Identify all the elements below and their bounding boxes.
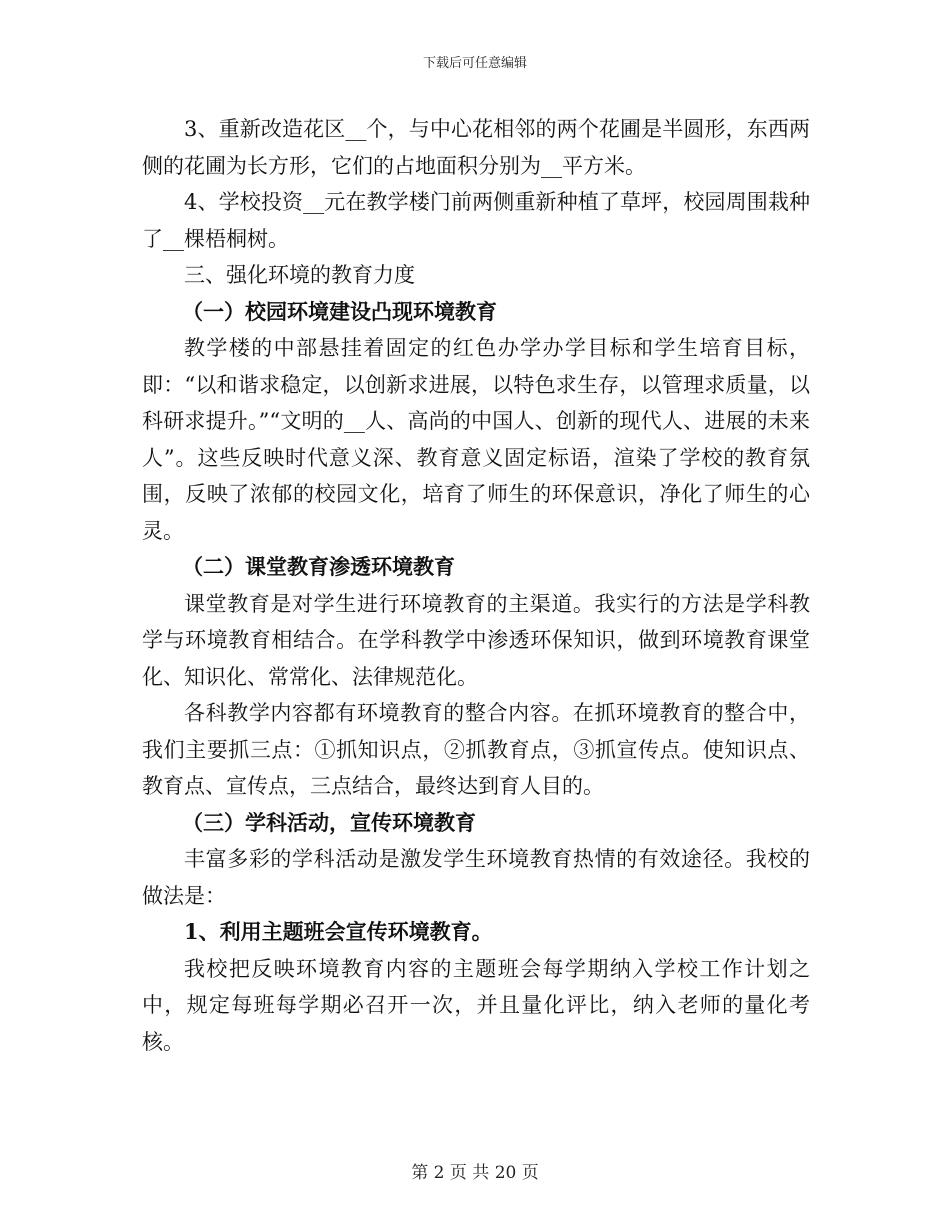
subsection-heading-2: （二）课堂教育渗透环境教育 — [182, 554, 455, 579]
paragraph-lawn-investment: 4、学校投资__元在教学楼门前两侧重新种植了草坪，校园周围栽种了__棵梧桐树。 — [142, 190, 810, 251]
paragraph-subject-activities: 丰富多彩的学科活动是激发学生环境教育热情的有效途径。我校的做法是： — [142, 847, 810, 908]
subsection-heading-3: （三）学科活动，宣传环境教育 — [182, 809, 476, 835]
page-header: 下载后可任意编辑 — [422, 56, 527, 71]
document-body — [142, 111, 810, 1060]
paragraph-campus-slogans: 教学楼的中部悬挂着固定的红色办学办学目标和学生培育目标，即：“以和谐求稳定，以创新求进展，以特色求生存，以管理求质量，以科研求提升。”“文明的__人、高尚的中国人、创新的现代人、进展的未来人”。这些反映时代意义深、教育意义固定标语，渲染了学校的教育氛围，反映了浓郁的校园文化，培育了师生的环保意识，净化了师生的心灵。 — [142, 336, 810, 543]
paragraph-flower-area: 3、重新改造花区__个，与中心花相邻的两个花圃是半圆形，东西两侧的花圃为长方形，它们的占地面积分别为__平方米。 — [142, 117, 810, 178]
page-footer: 第 2 页 共 20 页 — [411, 1163, 539, 1183]
paragraph-classroom-education: 课堂教育是对学生进行环境教育的主渠道。我实行的方法是学科教学与环境教育相结合。在学科教学中渗透环保知识，做到环境教育课堂化、知识化、常常化、法律规范化。 — [142, 591, 810, 689]
paragraph-subject-integration: 各科教学内容都有环境教育的整合内容。在抓环境教育的整合中，我们主要抓三点：①抓知识点，②抓教育点，③抓宣传点。使知识点、教育点、宣传点，三点结合，最终达到育人目的。 — [142, 701, 810, 798]
subsection-heading-1: （一）校园环境建设凸现环境教育 — [182, 298, 497, 324]
item-heading-class-meeting: 1、利用主题班会宣传环境教育。 — [184, 919, 493, 944]
section-heading-3: 三、强化环境的教育力度 — [184, 263, 415, 287]
paragraph-class-meeting: 我校把反映环境教育内容的主题班会每学期纳入学校工作计划之中，规定每班每学期必召开一次，并且量化评比，纳入老师的量化考核。 — [142, 956, 810, 1054]
